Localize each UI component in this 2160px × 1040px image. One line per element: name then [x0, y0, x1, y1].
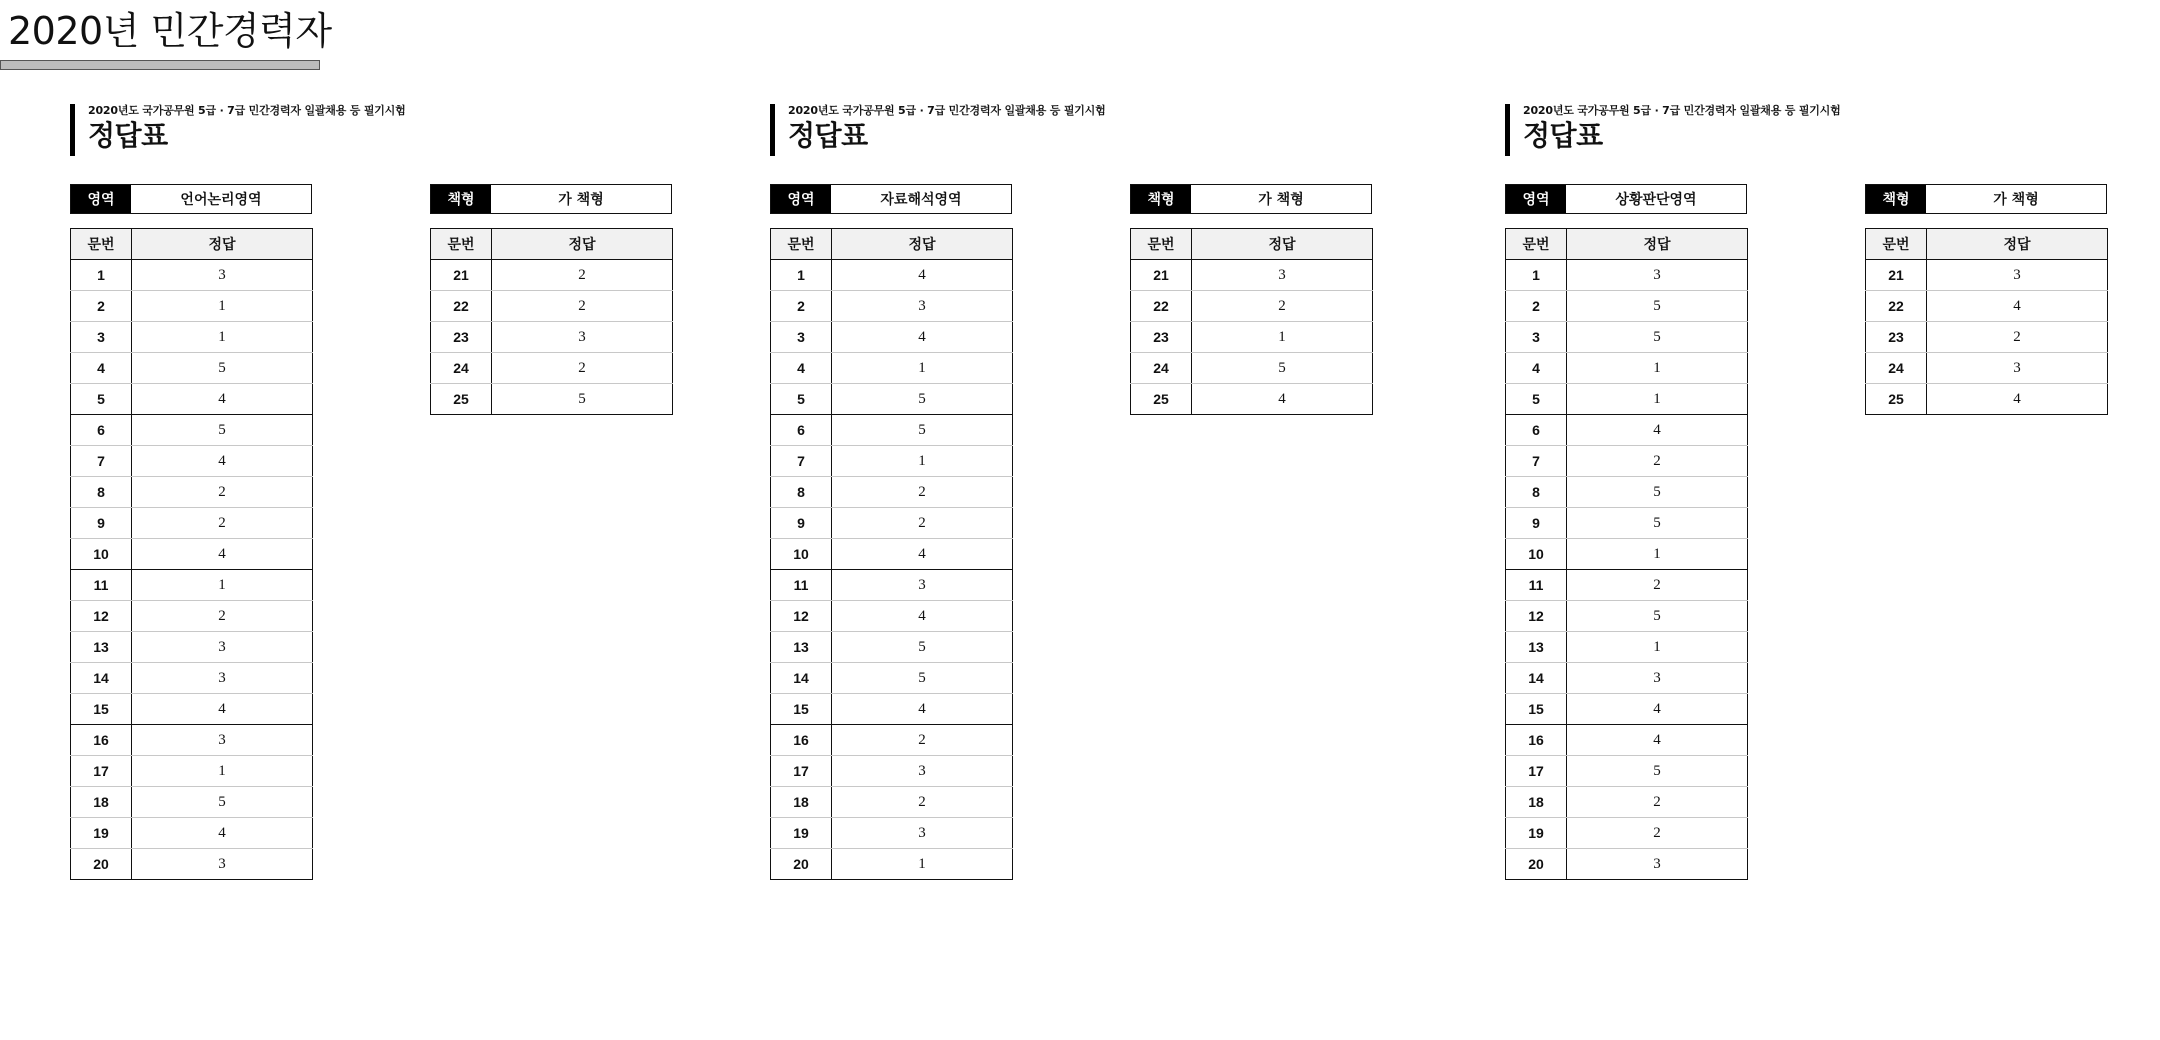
table-row: [1506, 446, 1748, 477]
table-row: [71, 260, 313, 291]
table-row: [1506, 663, 1748, 694]
answer-sheet-section: [70, 104, 710, 904]
question-number: 23: [1866, 322, 1927, 353]
area-label: 영역: [71, 185, 131, 213]
table-row: [1506, 539, 1748, 570]
question-number: 22: [1866, 291, 1927, 322]
answer-value: 4: [1192, 384, 1373, 415]
answer-value: 4: [132, 694, 313, 725]
question-number: 23: [431, 322, 492, 353]
question-number: 2: [1506, 291, 1567, 322]
answer-value: 4: [132, 539, 313, 570]
question-number: 14: [71, 663, 132, 694]
table-row: [71, 694, 313, 725]
answer-value: 2: [492, 260, 673, 291]
table-row: [71, 415, 313, 446]
table-row: [1131, 260, 1373, 291]
table-row: [431, 353, 673, 384]
answer-value: 4: [1927, 291, 2108, 322]
table-row: [71, 508, 313, 539]
question-number: 3: [71, 322, 132, 353]
question-number: 4: [1506, 353, 1567, 384]
table-row: [71, 632, 313, 663]
table-row: [71, 446, 313, 477]
question-number: 20: [71, 849, 132, 880]
answer-value: 2: [832, 787, 1013, 818]
table-row: [71, 353, 313, 384]
answer-table: [1505, 228, 1748, 880]
table-row: [771, 663, 1013, 694]
table-row: [771, 632, 1013, 663]
table-row: [1131, 384, 1373, 415]
answer-value: 5: [1567, 756, 1748, 787]
table-row: [431, 384, 673, 415]
question-number: 11: [1506, 570, 1567, 601]
table-row: [1506, 632, 1748, 663]
answer-sheet-section: [1505, 104, 2145, 904]
answer-value: 3: [492, 322, 673, 353]
table-row: [1506, 818, 1748, 849]
question-number: 19: [1506, 818, 1567, 849]
table-row: [71, 322, 313, 353]
question-number: 13: [1506, 632, 1567, 663]
table-row: [71, 570, 313, 601]
column-header-number: 문번: [431, 229, 492, 260]
question-number: 1: [71, 260, 132, 291]
table-header-row: [1866, 229, 2108, 260]
answer-value: 5: [832, 632, 1013, 663]
question-number: 6: [71, 415, 132, 446]
question-number: 7: [71, 446, 132, 477]
table-row: [71, 291, 313, 322]
table-row: [771, 322, 1013, 353]
question-number: 9: [771, 508, 832, 539]
table-row: [1506, 570, 1748, 601]
section-subtitle: 2020년도 국가공무원 5급 · 7급 민간경력자 일괄채용 등 필기시험: [788, 104, 1106, 117]
answer-value: 5: [1567, 291, 1748, 322]
table-header-row: [1506, 229, 1748, 260]
answer-value: 5: [492, 384, 673, 415]
table-row: [1131, 291, 1373, 322]
section-header: [1505, 104, 1841, 156]
table-row: [1506, 694, 1748, 725]
table-row: [771, 601, 1013, 632]
table-row: [771, 260, 1013, 291]
table-row: [71, 725, 313, 756]
answer-value: 1: [832, 353, 1013, 384]
question-number: 25: [1866, 384, 1927, 415]
column-header-answer: 정답: [492, 229, 673, 260]
section-title: 정답표: [788, 119, 868, 152]
question-number: 6: [771, 415, 832, 446]
table-row: [771, 477, 1013, 508]
column-header-number: 문번: [1506, 229, 1567, 260]
answer-value: 4: [1567, 415, 1748, 446]
table-row: [1506, 322, 1748, 353]
section-subtitle: 2020년도 국가공무원 5급 · 7급 민간경력자 일괄채용 등 필기시험: [88, 104, 406, 117]
table-row: [1506, 291, 1748, 322]
question-number: 1: [1506, 260, 1567, 291]
column-header-answer: 정답: [1192, 229, 1373, 260]
answer-value: 3: [132, 663, 313, 694]
column-header-number: 문번: [1131, 229, 1192, 260]
question-number: 24: [1866, 353, 1927, 384]
question-number: 21: [431, 260, 492, 291]
answer-value: 5: [1567, 477, 1748, 508]
question-number: 18: [71, 787, 132, 818]
question-number: 15: [71, 694, 132, 725]
answer-value: 5: [1567, 508, 1748, 539]
table-row: [771, 849, 1013, 880]
column-header-answer: 정답: [1567, 229, 1748, 260]
answer-table: [1130, 228, 1373, 415]
area-value: 상황판단영역: [1615, 192, 1697, 208]
answer-value: 2: [132, 601, 313, 632]
answer-value: 4: [832, 694, 1013, 725]
question-number: 25: [431, 384, 492, 415]
section-header: [70, 104, 406, 156]
answer-table: [70, 228, 313, 880]
section-subtitle: 2020년도 국가공무원 5급 · 7급 민간경력자 일괄채용 등 필기시험: [1523, 104, 1841, 117]
booklet-value: 가 책형: [558, 192, 604, 208]
table-row: [1506, 415, 1748, 446]
booklet-box: [1865, 184, 2107, 214]
question-number: 16: [1506, 725, 1567, 756]
answer-value: 3: [1192, 260, 1373, 291]
section-title: 정답표: [88, 119, 168, 152]
answer-sheet-section: [770, 104, 1410, 904]
table-header-row: [71, 229, 313, 260]
answer-value: 4: [132, 446, 313, 477]
answer-value: 2: [1567, 818, 1748, 849]
booklet-label: 책형: [431, 185, 491, 213]
column-header-answer: 정답: [1927, 229, 2108, 260]
table-row: [1506, 601, 1748, 632]
answer-table: [1865, 228, 2108, 415]
question-number: 10: [771, 539, 832, 570]
answer-value: 1: [1567, 632, 1748, 663]
answer-value: 2: [1567, 570, 1748, 601]
question-number: 5: [771, 384, 832, 415]
question-number: 10: [71, 539, 132, 570]
table-row: [1506, 725, 1748, 756]
question-number: 18: [771, 787, 832, 818]
answer-value: 4: [1567, 694, 1748, 725]
table-row: [1506, 353, 1748, 384]
table-row: [1506, 756, 1748, 787]
answer-value: 2: [1567, 787, 1748, 818]
answer-value: 2: [1927, 322, 2108, 353]
table-row: [71, 601, 313, 632]
answer-value: 4: [1927, 384, 2108, 415]
area-value: 자료해석영역: [880, 192, 962, 208]
table-row: [1506, 787, 1748, 818]
table-row: [771, 353, 1013, 384]
question-number: 6: [1506, 415, 1567, 446]
question-number: 20: [771, 849, 832, 880]
question-number: 8: [771, 477, 832, 508]
answer-value: 4: [832, 260, 1013, 291]
question-number: 23: [1131, 322, 1192, 353]
question-number: 13: [71, 632, 132, 663]
column-header-number: 문번: [771, 229, 832, 260]
area-value: 언어논리영역: [180, 192, 262, 208]
answer-table: [770, 228, 1013, 880]
answer-value: 3: [132, 260, 313, 291]
question-number: 21: [1866, 260, 1927, 291]
booklet-value: 가 책형: [1258, 192, 1304, 208]
table-row: [771, 725, 1013, 756]
question-number: 12: [71, 601, 132, 632]
answer-value: 3: [1567, 663, 1748, 694]
answer-value: 3: [132, 849, 313, 880]
table-row: [771, 291, 1013, 322]
table-row: [431, 322, 673, 353]
question-number: 2: [71, 291, 132, 322]
answer-value: 1: [1567, 384, 1748, 415]
answer-value: 5: [1192, 353, 1373, 384]
question-number: 24: [1131, 353, 1192, 384]
table-header-row: [1131, 229, 1373, 260]
question-number: 12: [1506, 601, 1567, 632]
table-row: [1866, 322, 2108, 353]
table-row: [771, 818, 1013, 849]
question-number: 19: [771, 818, 832, 849]
question-number: 8: [1506, 477, 1567, 508]
question-number: 16: [71, 725, 132, 756]
table-row: [71, 477, 313, 508]
answer-value: 4: [1567, 725, 1748, 756]
table-header-row: [771, 229, 1013, 260]
area-box: [1505, 184, 1747, 214]
table-row: [1866, 260, 2108, 291]
answer-value: 5: [832, 415, 1013, 446]
table-row: [771, 508, 1013, 539]
area-label: 영역: [771, 185, 831, 213]
question-number: 25: [1131, 384, 1192, 415]
answer-value: 3: [1927, 353, 2108, 384]
table-row: [771, 539, 1013, 570]
question-number: 18: [1506, 787, 1567, 818]
answer-value: 4: [132, 384, 313, 415]
table-row: [771, 384, 1013, 415]
answer-value: 1: [1567, 539, 1748, 570]
answer-value: 5: [132, 353, 313, 384]
question-number: 7: [1506, 446, 1567, 477]
table-row: [771, 694, 1013, 725]
booklet-box: [1130, 184, 1372, 214]
table-row: [1866, 353, 2108, 384]
section-title: 정답표: [1523, 119, 1603, 152]
table-row: [1131, 322, 1373, 353]
question-number: 17: [71, 756, 132, 787]
answer-value: 1: [132, 291, 313, 322]
question-number: 14: [771, 663, 832, 694]
table-row: [1506, 260, 1748, 291]
question-number: 7: [771, 446, 832, 477]
answer-value: 1: [1192, 322, 1373, 353]
area-label: 영역: [1506, 185, 1566, 213]
question-number: 9: [71, 508, 132, 539]
table-row: [1866, 384, 2108, 415]
table-row: [1506, 849, 1748, 880]
question-number: 14: [1506, 663, 1567, 694]
table-row: [71, 539, 313, 570]
booklet-label: 책형: [1866, 185, 1926, 213]
answer-value: 4: [832, 539, 1013, 570]
column-header-number: 문번: [1866, 229, 1927, 260]
table-row: [431, 291, 673, 322]
table-row: [71, 818, 313, 849]
question-number: 21: [1131, 260, 1192, 291]
answer-value: 2: [1192, 291, 1373, 322]
answer-value: 3: [832, 570, 1013, 601]
question-number: 15: [1506, 694, 1567, 725]
question-number: 9: [1506, 508, 1567, 539]
answer-value: 2: [492, 291, 673, 322]
table-row: [71, 787, 313, 818]
question-number: 8: [71, 477, 132, 508]
answer-value: 3: [1567, 849, 1748, 880]
answer-value: 1: [132, 322, 313, 353]
answer-value: 3: [832, 291, 1013, 322]
table-row: [771, 756, 1013, 787]
answer-value: 4: [832, 601, 1013, 632]
question-number: 12: [771, 601, 832, 632]
question-number: 1: [771, 260, 832, 291]
answer-value: 3: [1567, 260, 1748, 291]
answer-value: 2: [132, 508, 313, 539]
answer-value: 1: [132, 756, 313, 787]
question-number: 3: [771, 322, 832, 353]
answer-value: 2: [832, 477, 1013, 508]
question-number: 10: [1506, 539, 1567, 570]
area-box: [770, 184, 1012, 214]
answer-value: 5: [1567, 322, 1748, 353]
question-number: 2: [771, 291, 832, 322]
question-number: 22: [1131, 291, 1192, 322]
table-row: [771, 787, 1013, 818]
booklet-box: [430, 184, 672, 214]
question-number: 4: [771, 353, 832, 384]
answer-value: 3: [132, 725, 313, 756]
answer-table: [430, 228, 673, 415]
answer-value: 5: [832, 663, 1013, 694]
answer-value: 2: [492, 353, 673, 384]
question-number: 17: [1506, 756, 1567, 787]
page-title: 2020년 민간경력자: [8, 9, 332, 53]
answer-value: 1: [832, 849, 1013, 880]
answer-value: 3: [132, 632, 313, 663]
answer-value: 3: [1927, 260, 2108, 291]
question-number: 13: [771, 632, 832, 663]
answer-value: 2: [832, 508, 1013, 539]
table-row: [1506, 384, 1748, 415]
table-row: [71, 384, 313, 415]
question-number: 5: [1506, 384, 1567, 415]
question-number: 24: [431, 353, 492, 384]
question-number: 11: [771, 570, 832, 601]
column-header-answer: 정답: [832, 229, 1013, 260]
table-row: [771, 570, 1013, 601]
answer-value: 2: [132, 477, 313, 508]
column-header-answer: 정답: [132, 229, 313, 260]
question-number: 17: [771, 756, 832, 787]
column-header-number: 문번: [71, 229, 132, 260]
question-number: 19: [71, 818, 132, 849]
answer-value: 5: [832, 384, 1013, 415]
question-number: 3: [1506, 322, 1567, 353]
table-row: [771, 446, 1013, 477]
table-header-row: [431, 229, 673, 260]
question-number: 11: [71, 570, 132, 601]
table-row: [71, 663, 313, 694]
question-number: 16: [771, 725, 832, 756]
table-row: [71, 849, 313, 880]
question-number: 4: [71, 353, 132, 384]
answer-value: 5: [132, 787, 313, 818]
answer-value: 3: [832, 756, 1013, 787]
answer-value: 2: [832, 725, 1013, 756]
answer-value: 2: [1567, 446, 1748, 477]
table-row: [1506, 477, 1748, 508]
booklet-label: 책형: [1131, 185, 1191, 213]
table-row: [1866, 291, 2108, 322]
answer-value: 4: [832, 322, 1013, 353]
answer-value: 5: [132, 415, 313, 446]
section-header: [770, 104, 1106, 156]
question-number: 15: [771, 694, 832, 725]
question-number: 22: [431, 291, 492, 322]
table-row: [771, 415, 1013, 446]
booklet-value: 가 책형: [1993, 192, 2039, 208]
answer-value: 3: [832, 818, 1013, 849]
table-row: [1506, 508, 1748, 539]
question-number: 20: [1506, 849, 1567, 880]
table-row: [71, 756, 313, 787]
answer-value: 1: [132, 570, 313, 601]
table-row: [1131, 353, 1373, 384]
answer-value: 4: [132, 818, 313, 849]
answer-value: 1: [832, 446, 1013, 477]
answer-value: 1: [1567, 353, 1748, 384]
area-box: [70, 184, 312, 214]
question-number: 5: [71, 384, 132, 415]
answer-value: 5: [1567, 601, 1748, 632]
table-row: [431, 260, 673, 291]
title-underline: [0, 60, 320, 70]
